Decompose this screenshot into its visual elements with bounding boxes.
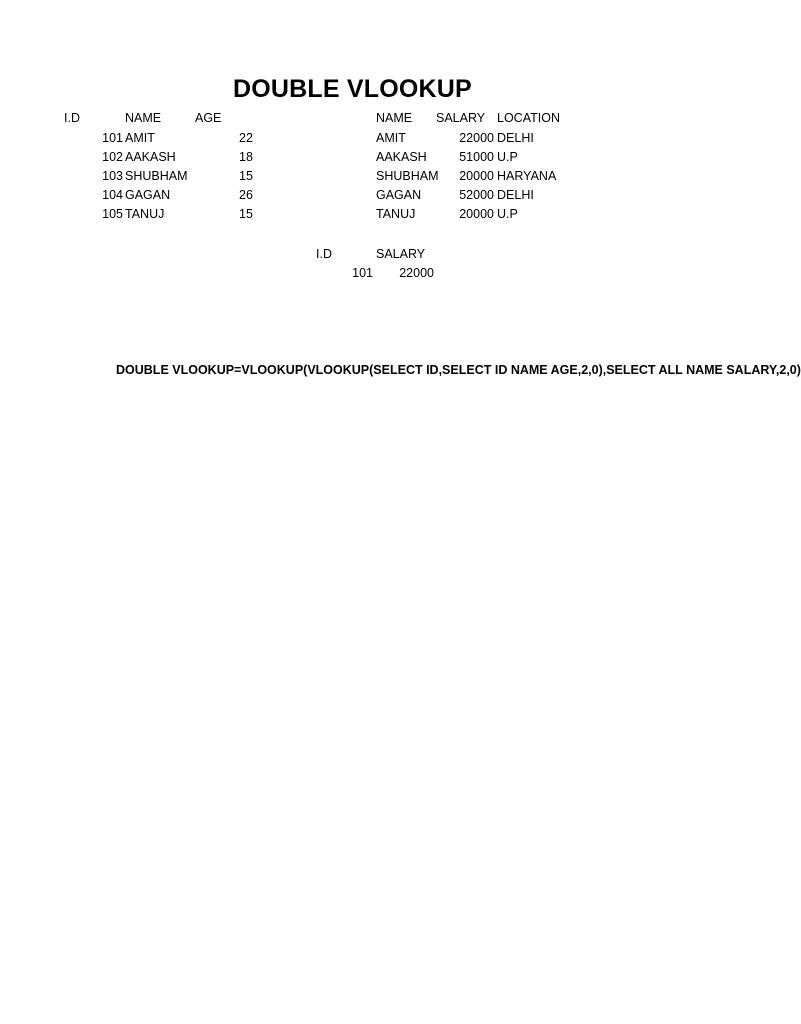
lookup-salary-value: 22000 (399, 266, 434, 280)
lookup-header-salary: SALARY (376, 247, 426, 261)
table1-row5-id: 105 (102, 207, 123, 221)
table1-row1-age: 22 (239, 131, 253, 145)
table2-header-location: LOCATION (497, 111, 560, 125)
table1-row4-id: 104 (102, 188, 123, 202)
table2-row3-location: HARYANA (497, 169, 557, 183)
formula-cell (116, 362, 801, 380)
lookup-header-id: I.D (316, 247, 332, 261)
table2-row4-salary: 52000 (459, 188, 494, 202)
table1-row2-age: 18 (239, 150, 253, 164)
table1-row3-age: 15 (239, 169, 253, 183)
table2-header-name: NAME (376, 111, 413, 125)
table1-row4-age: 26 (239, 188, 253, 202)
page-title: DOUBLE VLOOKUP (233, 75, 472, 103)
table2-row5-location: U.P (497, 207, 518, 221)
table1-header-id: I.D (64, 111, 80, 125)
table2-row3-name: SHUBHAM (376, 169, 439, 183)
table1-row1-name: AMIT (125, 131, 155, 145)
table2-row4-name: GAGAN (376, 188, 422, 202)
table1-row2-name: AAKASH (125, 150, 176, 164)
table2-header-salary: SALARY (436, 111, 486, 125)
lookup-id-value: 101 (352, 266, 373, 280)
table2-row1-name: AMIT (376, 131, 406, 145)
table1-row4-name: GAGAN (125, 188, 171, 202)
table2-row2-salary: 51000 (459, 150, 494, 164)
table1-header-name: NAME (125, 111, 162, 125)
table1-row2-id: 102 (102, 150, 123, 164)
table1-header-age: AGE (195, 111, 222, 125)
table2-row5-salary: 20000 (459, 207, 494, 221)
table1-row3-id: 103 (102, 169, 123, 183)
table2-row1-salary: 22000 (459, 131, 494, 145)
table1-row1-id: 101 (102, 131, 123, 145)
table2-row2-location: U.P (497, 150, 518, 164)
formula-text: DOUBLE VLOOKUP=VLOOKUP(VLOOKUP(SELECT ID,SELECT ID NAME AGE,2,0),SELECT ALL NAME SALARY,2,0) (116, 363, 801, 377)
table1-row5-name: TANUJ (125, 207, 165, 221)
table2-row5-name: TANUJ (376, 207, 416, 221)
table2-row1-location: DELHI (497, 131, 534, 145)
table1-row3-name: SHUBHAM (125, 169, 188, 183)
table2-row3-salary: 20000 (459, 169, 494, 183)
table2-row4-location: DELHI (497, 188, 534, 202)
table2-row2-name: AAKASH (376, 150, 427, 164)
table1-row5-age: 15 (239, 207, 253, 221)
